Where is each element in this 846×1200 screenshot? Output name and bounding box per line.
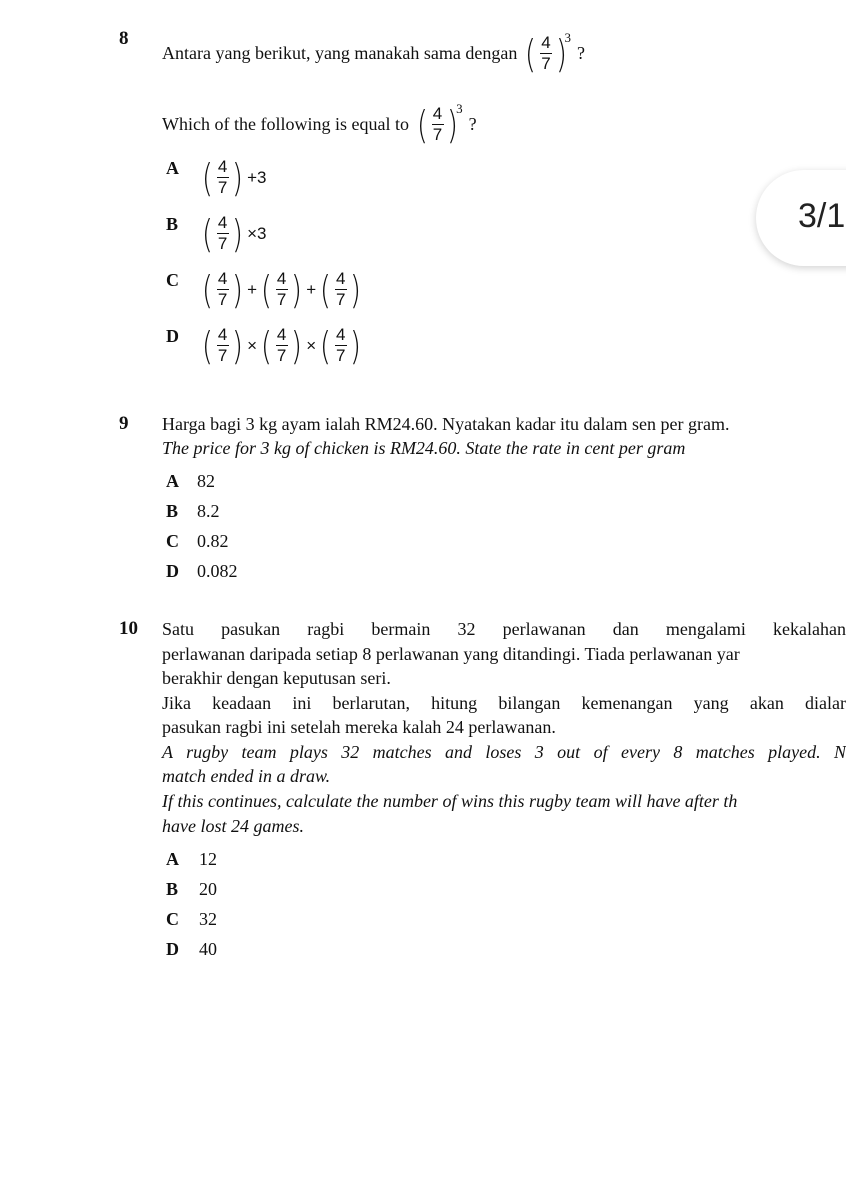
option-10d[interactable]: D 40 — [166, 939, 217, 959]
exponent: 3 — [456, 100, 463, 116]
fraction-four-sevenths: ( 4 7 ) — [525, 31, 567, 76]
question-10-english-line-2: match ended in a draw. — [162, 766, 331, 786]
option-8c[interactable]: C — [166, 270, 179, 290]
option-8b-expression: ( 4 7 ) ×3 — [201, 211, 267, 256]
question-8-english-text: Which of the following is equal to — [162, 114, 409, 134]
option-8c-expression: ( 4 7 ) + ( 4 7 ) + ( 4 7 ) — [201, 267, 362, 312]
option-8d[interactable]: D — [166, 326, 179, 346]
question-10-english-line-3: If this continues, calculate the number of wins this rugby team will have after th — [162, 791, 738, 811]
option-10c[interactable]: C 32 — [166, 909, 217, 929]
question-8-malay-text: Antara yang berikut, yang manakah sama dengan — [162, 43, 518, 63]
question-10-malay-line-1: Satu pasukan ragbi bermain 32 perlawanan dan mengalami kekalahan — [162, 619, 846, 639]
option-10a[interactable]: A 12 — [166, 849, 217, 869]
page-counter-badge[interactable] — [756, 170, 846, 266]
fraction-four-sevenths: ( 4 7 ) — [416, 102, 459, 147]
question-10-malay-line-5: pasukan ragbi ini setelah mereka kalah 24 perlawanan. — [162, 717, 556, 737]
question-8-malay-stem: Antara yang berikut, yang manakah sama dengan ( 4 7 ) 3 ? — [162, 29, 585, 76]
option-10b[interactable]: B 20 — [166, 879, 218, 899]
question-10-malay-line-2: perlawanan daripada setiap 8 perlawanan yang ditandingi. Tiada perlawanan yar — [162, 644, 740, 664]
exponent: 3 — [564, 29, 571, 45]
question-8-english-stem: Which of the following is equal to ( 4 7 ) 3 ? — [162, 100, 477, 147]
question-8-number: 8 — [119, 28, 129, 49]
option-9d[interactable]: D 0.082 — [166, 561, 238, 581]
option-9b[interactable]: B 8.2 — [166, 501, 220, 521]
question-10-english-line-1: A rugby team plays 32 matches and loses 3 out of every 8 matches played. N — [162, 742, 846, 762]
option-8b[interactable]: B — [166, 214, 179, 234]
question-10-english-line-4: have lost 24 games. — [162, 816, 304, 836]
question-10-number: 10 — [119, 618, 138, 639]
option-8a-expression: ( 4 7 ) +3 — [201, 155, 267, 200]
question-9-english-text: The price for 3 kg of chicken is RM24.60. State the rate in cent per gram — [162, 438, 686, 458]
option-9c[interactable]: C 0.82 — [166, 531, 229, 551]
question-10-malay-line-3: berakhir dengan keputusan seri. — [162, 668, 391, 688]
question-9-number: 9 — [119, 413, 129, 434]
question-10-malay-line-4: Jika keadaan ini berlarutan, hitung bilangan kemenangan yang akan dialar — [162, 693, 846, 713]
page-counter-text: 3/1 — [798, 197, 846, 235]
option-9a[interactable]: A 82 — [166, 471, 215, 491]
option-8d-expression: ( 4 7 ) × ( 4 7 ) × ( 4 7 ) — [201, 323, 362, 368]
question-9-malay-text: Harga bagi 3 kg ayam ialah RM24.60. Nyatakan kadar itu dalam sen per gram. — [162, 414, 730, 434]
